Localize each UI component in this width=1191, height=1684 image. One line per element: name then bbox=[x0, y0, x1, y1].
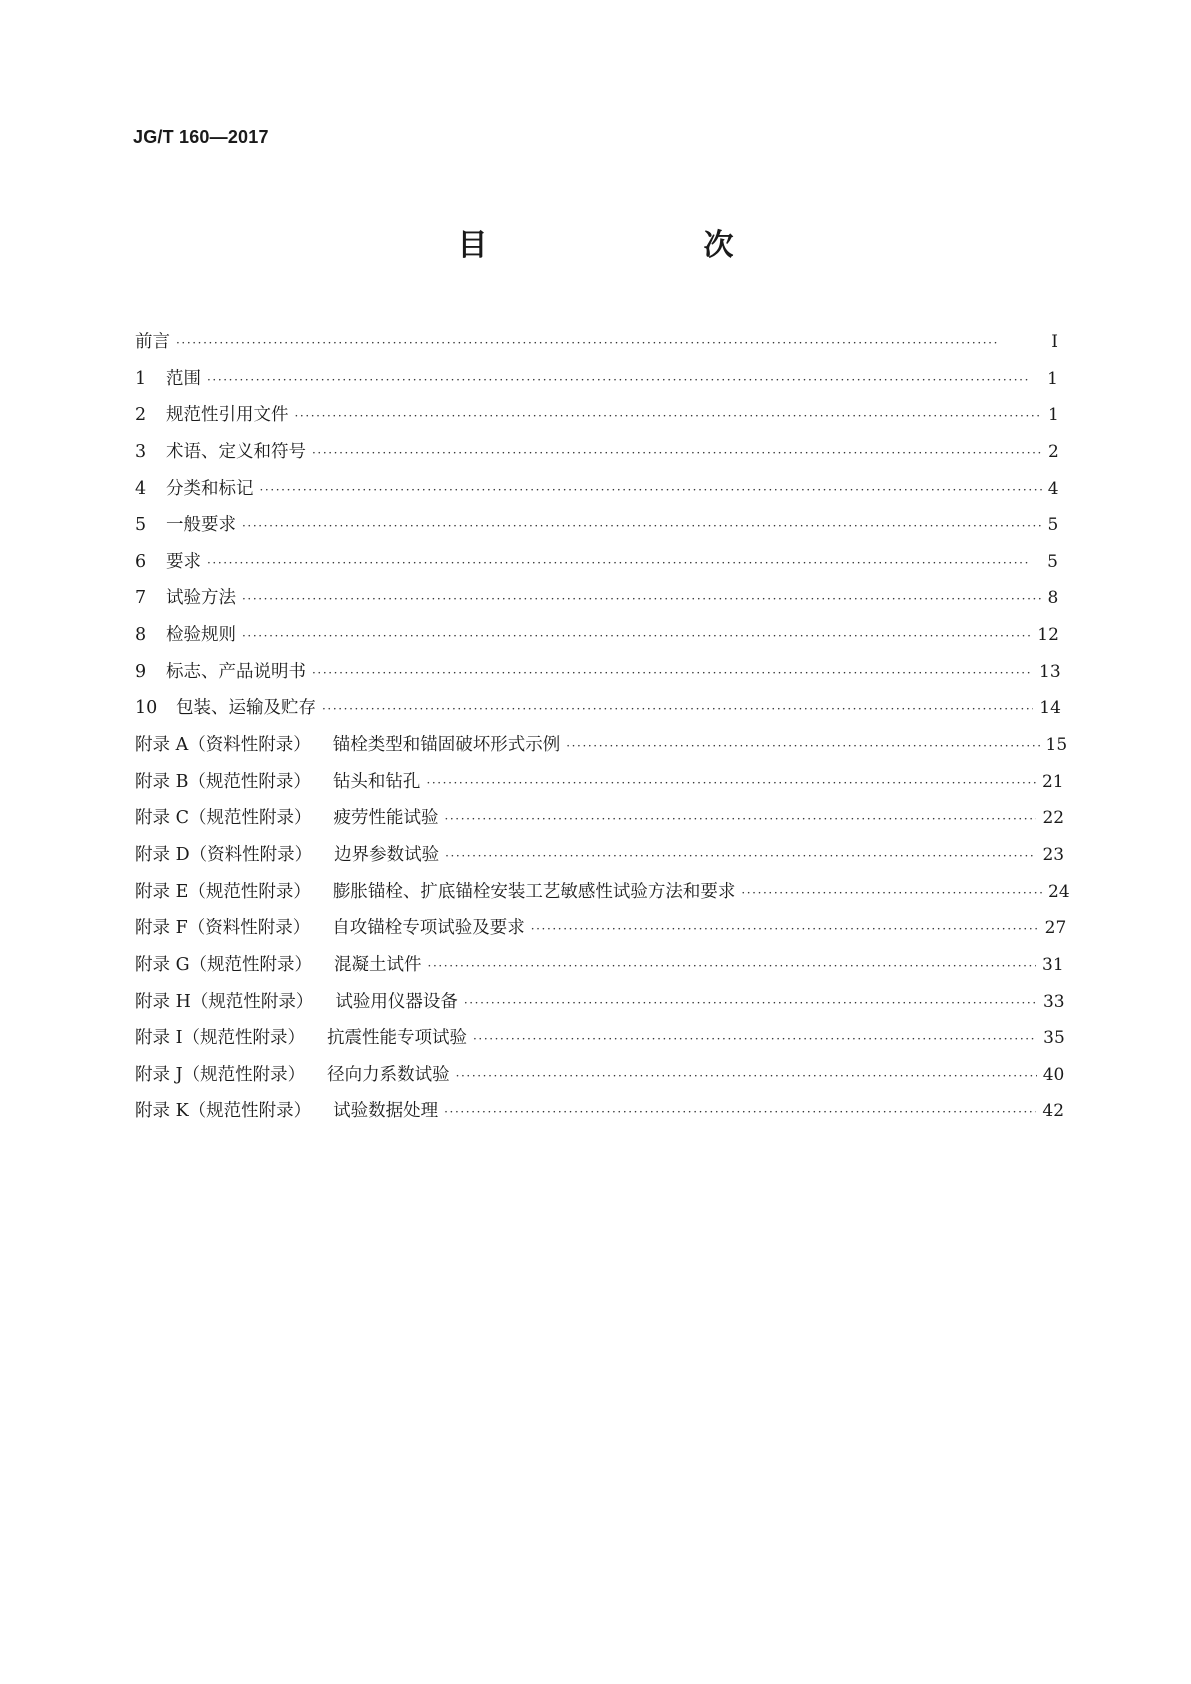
toc-entry-appendix-e[interactable] bbox=[135, 878, 1070, 915]
toc-entry-appendix-number: 附录 K（规范性附录） bbox=[135, 1101, 312, 1122]
toc-entry-label: 分类和标记 bbox=[166, 478, 254, 499]
toc-entry-label: 包装、运输及贮存 bbox=[176, 698, 316, 719]
toc-entry-page: 31 bbox=[1042, 954, 1064, 975]
toc-entry-4[interactable] bbox=[135, 475, 1058, 512]
toc-entry-page: 5 bbox=[1047, 515, 1059, 536]
toc-title: 目 次 bbox=[457, 228, 786, 263]
toc-entry-label: 一般要求 bbox=[166, 515, 236, 536]
toc-entry-label: 标志、产品说明书 bbox=[166, 661, 306, 682]
toc-entry-appendix-number: 附录 A（资料性附录） bbox=[135, 735, 311, 756]
toc-entry-page: 24 bbox=[1048, 881, 1070, 902]
toc-entry-label: 要求 bbox=[166, 551, 201, 572]
toc-entry-page: Ⅰ bbox=[1051, 332, 1058, 352]
toc-leader-dots bbox=[445, 849, 1036, 863]
toc-leader-dots bbox=[428, 959, 1036, 973]
toc-leader-dots bbox=[295, 409, 1043, 423]
toc-entry-appendix-j[interactable] bbox=[135, 1061, 1065, 1098]
toc-entry-number: 1 bbox=[135, 368, 147, 389]
toc-entry-appendix-number: 附录 D（资料性附录） bbox=[135, 844, 313, 865]
toc-entry-appendix-f[interactable] bbox=[135, 914, 1067, 951]
toc-entry-page: 15 bbox=[1045, 735, 1068, 756]
toc-entry-label: 术语、定义和符号 bbox=[166, 441, 306, 462]
toc-entry-appendix-number: 附录 F（资料性附录） bbox=[135, 918, 311, 939]
toc-entry-label: 试验数据处理 bbox=[333, 1101, 439, 1122]
toc-leader-dots bbox=[464, 996, 1037, 1010]
toc-entry-page: 22 bbox=[1042, 808, 1065, 829]
toc-entry-label: 自攻锚栓专项试验及要求 bbox=[332, 918, 525, 939]
toc-entry-6[interactable] bbox=[135, 548, 1058, 585]
toc-entry-3[interactable] bbox=[135, 438, 1058, 475]
toc-entry-number: 6 bbox=[135, 551, 147, 572]
toc-entry-number: 10 bbox=[135, 698, 158, 719]
toc-entry-page: 4 bbox=[1047, 478, 1059, 499]
toc-entry-appendix-a[interactable] bbox=[135, 731, 1068, 768]
toc-entry-label: 疲劳性能试验 bbox=[333, 808, 439, 829]
toc-entry-label: 钻头和钻孔 bbox=[332, 771, 421, 792]
toc-entry-appendix-number: 附录 B（规范性附录） bbox=[135, 771, 311, 792]
toc-entry-7[interactable] bbox=[135, 584, 1058, 621]
toc-entry-label: 检验规则 bbox=[166, 625, 236, 646]
toc-leader-dots bbox=[456, 1069, 1037, 1083]
toc-leader-dots bbox=[260, 483, 1042, 497]
toc-entry-2[interactable] bbox=[135, 401, 1058, 438]
toc-entry-page: 5 bbox=[1047, 551, 1058, 572]
toc-leader-dots bbox=[242, 592, 1041, 606]
toc-leader-dots bbox=[312, 666, 1033, 680]
toc-entry-appendix-i[interactable] bbox=[135, 1024, 1065, 1061]
toc-leader-dots bbox=[242, 629, 1031, 643]
toc-entry-label: 抗震性能专项试验 bbox=[326, 1028, 467, 1049]
toc-entry-page: 27 bbox=[1044, 918, 1067, 939]
toc-leader-dots bbox=[207, 373, 1041, 387]
toc-leader-dots bbox=[741, 886, 1042, 900]
toc-leader-dots bbox=[322, 702, 1033, 716]
toc-entry-number: 9 bbox=[135, 661, 147, 682]
toc-leader-dots bbox=[566, 739, 1039, 753]
toc-entry-label: 范围 bbox=[166, 368, 201, 389]
toc-entry-label: 径向力系数试验 bbox=[327, 1064, 450, 1085]
toc-entry-label: 膨胀锚栓、扩底锚栓安装工艺敏感性试验方法和要求 bbox=[332, 881, 736, 902]
toc-entry-page: 1 bbox=[1048, 405, 1059, 426]
toc-entry-label: 混凝土试件 bbox=[334, 954, 422, 975]
toc-entry-label: 规范性引用文件 bbox=[166, 405, 289, 426]
toc-leader-dots bbox=[473, 1032, 1037, 1046]
toc-entry-number: 5 bbox=[135, 515, 147, 536]
toc-entry-page: 42 bbox=[1042, 1101, 1065, 1122]
toc-entry-label: 边界参数试验 bbox=[334, 844, 440, 865]
toc-entry-page: 1 bbox=[1047, 368, 1058, 389]
toc-entry-number: 4 bbox=[135, 478, 147, 499]
toc-entry-page: 8 bbox=[1047, 588, 1059, 609]
toc-leader-dots bbox=[444, 1105, 1036, 1119]
toc-leader-dots bbox=[426, 776, 1036, 790]
toc-entry-appendix-number: 附录 I（规范性附录） bbox=[135, 1028, 305, 1049]
toc-entry-page: 14 bbox=[1039, 698, 1061, 719]
toc-entry-label: 前言 bbox=[135, 332, 170, 352]
toc-entry-number: 8 bbox=[135, 625, 147, 646]
toc-entry-label: 试验用仪器设备 bbox=[335, 991, 458, 1012]
toc-leader-dots bbox=[242, 519, 1041, 533]
toc-leader-dots bbox=[207, 556, 1041, 570]
toc-entry-page: 12 bbox=[1037, 625, 1059, 646]
toc-entry-appendix-number: 附录 C（规范性附录） bbox=[135, 808, 312, 829]
toc-entry-label: 锚栓类型和锚固破坏形式示例 bbox=[332, 735, 561, 756]
toc-leader-dots bbox=[531, 922, 1039, 936]
toc-entry-page: 23 bbox=[1042, 844, 1065, 865]
toc-entry-label: 试验方法 bbox=[166, 588, 236, 609]
toc-entry-page: 40 bbox=[1042, 1064, 1065, 1085]
toc-entry-number: 2 bbox=[135, 405, 147, 426]
toc-entry-appendix-k[interactable] bbox=[135, 1097, 1065, 1134]
toc-entry-appendix-number: 附录 G（规范性附录） bbox=[135, 954, 313, 975]
toc-entry-page: 33 bbox=[1042, 991, 1065, 1012]
toc-entry-page: 13 bbox=[1039, 661, 1061, 682]
toc-entry-8[interactable] bbox=[135, 621, 1058, 658]
toc-entry-appendix-number: 附录 E（规范性附录） bbox=[135, 881, 311, 902]
toc-entry-appendix-d[interactable] bbox=[135, 841, 1065, 878]
toc-leader-dots bbox=[176, 336, 1042, 350]
toc-entry-appendix-c[interactable] bbox=[135, 804, 1065, 841]
toc-entry-9[interactable] bbox=[135, 658, 1061, 695]
toc-entry-foreword[interactable] bbox=[135, 328, 1058, 365]
toc-list bbox=[135, 328, 1070, 1134]
toc-entry-page: 21 bbox=[1041, 771, 1064, 792]
toc-leader-dots bbox=[312, 446, 1042, 460]
toc-entry-appendix-g[interactable] bbox=[135, 951, 1064, 988]
toc-entry-10[interactable] bbox=[135, 694, 1061, 731]
toc-entry-page: 35 bbox=[1043, 1028, 1065, 1049]
toc-entry-number: 3 bbox=[135, 441, 147, 462]
toc-entry-appendix-number: 附录 J（规范性附录） bbox=[135, 1064, 306, 1085]
toc-entry-number: 7 bbox=[135, 588, 147, 609]
toc-entry-page: 2 bbox=[1048, 441, 1059, 462]
toc-entry-1[interactable] bbox=[135, 365, 1058, 402]
document-code: JG/T 160—2017 bbox=[133, 127, 269, 147]
toc-entry-appendix-b[interactable] bbox=[135, 768, 1064, 805]
toc-entry-5[interactable] bbox=[135, 511, 1058, 548]
toc-leader-dots bbox=[444, 812, 1036, 826]
toc-entry-appendix-h[interactable] bbox=[135, 988, 1065, 1025]
toc-entry-appendix-number: 附录 H（规范性附录） bbox=[135, 991, 314, 1012]
